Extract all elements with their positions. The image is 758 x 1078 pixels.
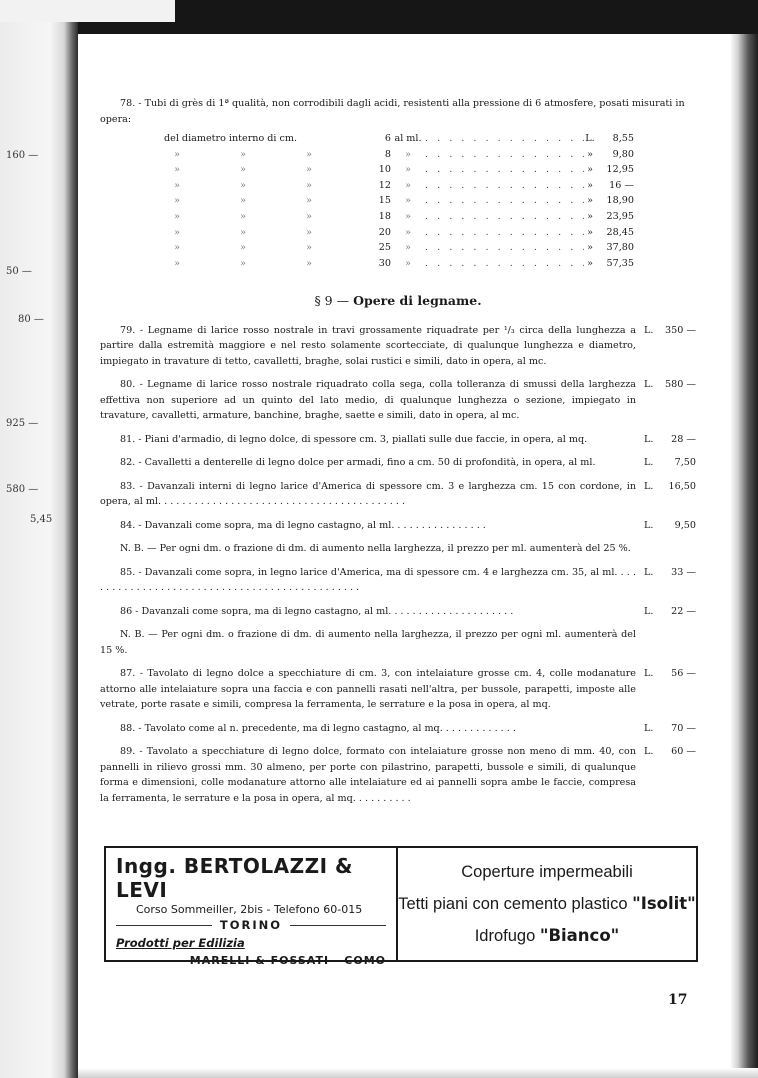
item-text: 85. - Davanzali come sopra, in legno larice d'America, ma di spessore cm. 4 e larghezza cm. 35, al ml. . . . . . . . . . . . . . . . . . . . . . . . . . . . . . . . . . . . . . . . . . . . . . . — [100, 566, 636, 594]
pipe-currency: » — [587, 257, 593, 269]
item-price: 60 — — [671, 746, 696, 758]
ditto-mark: » — [174, 226, 180, 238]
ditto-mark: » — [306, 164, 312, 176]
section-heading — [100, 293, 696, 309]
item-currency: L. — [644, 566, 654, 578]
pipe-lead: del diametro interno di cm. — [164, 133, 298, 144]
pipe-unit: al ml. — [394, 133, 422, 144]
page-number: 17 — [668, 992, 688, 1008]
ditto-mark: » — [174, 179, 180, 191]
list-item — [100, 432, 696, 448]
leader-dots — [425, 131, 584, 147]
divider — [290, 925, 386, 926]
item-price: 22 — — [671, 605, 696, 617]
item-currency: L. — [644, 324, 654, 336]
ditto-mark: » — [240, 164, 246, 176]
ditto-mark: » — [306, 148, 312, 160]
pipe-row — [164, 178, 634, 194]
item-price: 28 — — [671, 433, 696, 445]
ditto-mark: » — [174, 164, 180, 176]
ad-line-3 — [475, 926, 620, 946]
item-text: 79. - Legname di larice rosso nostrale in travi grossamente riquadrate per ¹/₃ circa della lunghezza a partire dalla estremità maggiore e nel resto solamente scortecciate, di qualunque lunghezza e diametro, impiegato in travature di tetto, cavalletti, braghe, solai rustici e simili, dato in opera, al mc. — [100, 324, 636, 367]
pipe-currency: » — [587, 242, 593, 254]
ditto-mark: » — [174, 195, 180, 207]
item-price: 16,50 — [668, 480, 696, 492]
item-78 — [100, 96, 696, 271]
item-currency: L. — [644, 605, 654, 617]
leader-dots — [425, 193, 584, 209]
pipe-currency: » — [587, 195, 593, 207]
leader-dots — [425, 147, 584, 163]
ditto-mark: » — [240, 210, 246, 222]
pipe-unit: » — [405, 179, 411, 191]
pipe-unit: » — [405, 210, 411, 222]
leader-dots — [425, 225, 584, 241]
ditto-mark: » — [306, 195, 312, 207]
item-78-intro-line1: 78. - Tubi di grès di 1ª qualità, non corrodibili dagli acidi, resistenti alla pressione di 6 atmosfere, posati — [120, 98, 629, 109]
ad-brand-bianco: "Bianco" — [539, 925, 620, 945]
leader-dots — [425, 162, 584, 178]
ditto-mark: » — [306, 210, 312, 222]
margin-note: 580 — — [6, 484, 39, 495]
list-item — [100, 479, 696, 510]
pipe-size: 20 — [378, 226, 391, 238]
ad-maker: MARELLI & FOSSATI - COMO — [189, 954, 386, 967]
ditto-mark: » — [306, 226, 312, 238]
pipe-unit: » — [405, 257, 411, 269]
pipe-size: 30 — [378, 257, 391, 269]
pipe-price: 28,45 — [606, 226, 634, 238]
section-number: § 9 — — [314, 293, 350, 309]
pipe-size: 15 — [378, 195, 391, 207]
item-currency: L. — [644, 519, 654, 531]
pipe-unit: » — [405, 226, 411, 238]
pipe-price: 9,80 — [612, 148, 634, 160]
ditto-mark: » — [174, 210, 180, 222]
leader-dots — [425, 209, 584, 225]
item-price: 9,50 — [674, 519, 696, 531]
pipe-price: 8,55 — [612, 133, 634, 144]
item-price: 580 — — [665, 379, 696, 391]
pipe-row — [164, 256, 634, 272]
item-text: 81. - Piani d'armadio, di legno dolce, di spessore cm. 3, piallati sulle due faccie, in opera, al mq. — [120, 433, 588, 445]
ad-products: Prodotti per Edilizia — [116, 936, 245, 950]
item-price: 350 — — [665, 324, 696, 336]
list-item — [100, 744, 696, 806]
item-text: 80. - Legname di larice rosso nostrale riquadrato colla sega, colla tolleranza di smussi della larghezza effettiva non superiore ad un quinto del lato medio, di qualunque lunghezza o sezione, impiegato in travature, cavalletti, armature, banchine, braghe, saette e simili, dato in opera, al mc. — [100, 379, 636, 422]
pipe-price: 16 — — [609, 179, 634, 191]
item-text: 89. - Tavolato a specchiature di legno dolce, formato con intelaiature grosse non meno di mm. 40, con pannelli in rilievo grossi mm. 30 almeno, per porte con pilastrino, parapetti, bussole e simili, di qualunque forma e dimensioni, colle modanature attorno alle intelaiature ed ai pannelli sopra ambe le faccie, compresa la ferramenta, le serrature e la posa in opera, al mq. . . . . . . . . . — [100, 746, 636, 804]
pipe-currency: L. — [585, 133, 595, 144]
pipe-size: 10 — [378, 164, 391, 176]
nota-bene: N. B. — Per ogni dm. o frazione di dm. di aumento nella larghezza, il prezzo per ogni ml. aumenterà del 15 %. — [100, 629, 636, 656]
pipe-currency: » — [587, 164, 593, 176]
leader-dots — [425, 256, 584, 272]
margin-note: 50 — — [6, 266, 32, 277]
ad-line-1: Coperture impermeabili — [461, 862, 633, 881]
item-currency: L. — [644, 457, 654, 469]
nota-bene: N. B. — Per ogni dm. o frazione di dm. di aumento nella larghezza, il prezzo per ml. aumenterà del 25 %. — [120, 543, 631, 555]
pipe-currency: » — [587, 210, 593, 222]
divider — [116, 925, 212, 926]
ad-city-row — [116, 918, 386, 932]
pipe-row — [164, 162, 634, 178]
ditto-mark: » — [240, 179, 246, 191]
pipe-price: 18,90 — [606, 195, 634, 207]
ad-address: Corso Sommeiller, 2bis - Telefono 60-015 — [136, 903, 363, 916]
list-item — [100, 323, 696, 370]
pipe-size: 6 — [384, 133, 391, 144]
item-currency: L. — [644, 379, 654, 391]
pipe-row — [164, 131, 634, 147]
pipe-unit: » — [405, 242, 411, 254]
ad-left-panel — [106, 848, 398, 967]
ditto-mark: » — [240, 195, 246, 207]
item-price: 33 — — [671, 566, 696, 578]
pipe-currency: » — [587, 179, 593, 191]
ditto-mark: » — [306, 242, 312, 254]
margin-note: 160 — — [6, 150, 39, 161]
ad-company-name: Ingg. BERTOLAZZI & LEVI — [116, 854, 353, 902]
item-text: 87. - Tavolato di legno dolce a specchiature di cm. 3, con intelaiature grosse cm. 4, colle modanature attorno alle intelaiature sopra una faccia e con pannelli rasati nell'altra, per bussole, parapetti, imposte alle vetrate, porte rasate e simili, compresa la ferramenta, le serrature e la posa in opera, al mq. — [100, 668, 636, 711]
pipe-row — [164, 147, 634, 163]
pipe-row — [164, 209, 634, 225]
pipe-unit: » — [405, 148, 411, 160]
pipe-row — [164, 193, 634, 209]
pipe-price: 12,95 — [606, 164, 634, 176]
list-item — [100, 565, 696, 596]
ad-brand-isolit: "Isolit" — [632, 893, 696, 913]
list-item — [100, 721, 696, 737]
item-currency: L. — [644, 746, 654, 758]
pipe-currency: » — [587, 148, 593, 160]
ad-line-2 — [398, 894, 696, 914]
pipe-row — [164, 240, 634, 256]
list-item — [100, 518, 696, 534]
item-currency: L. — [644, 668, 654, 680]
pipe-currency: » — [587, 226, 593, 238]
scan-edge-bottom — [78, 1068, 758, 1078]
pipe-price: 23,95 — [606, 210, 634, 222]
ad-right-panel — [398, 848, 696, 960]
ditto-mark: » — [174, 257, 180, 269]
pipe-size: 8 — [384, 148, 391, 160]
scan-edge-right — [730, 34, 758, 1078]
item-currency: L. — [644, 722, 654, 734]
item-text: 82. - Cavalletti a denterelle di legno dolce per armadi, fino a cm. 50 di profondità, in opera, al ml. — [120, 457, 596, 469]
ditto-mark: » — [306, 179, 312, 191]
item-price: 56 — — [671, 668, 696, 680]
ditto-mark: » — [240, 148, 246, 160]
item-currency: L. — [644, 433, 654, 445]
margin-note: 80 — — [18, 314, 44, 325]
pipe-price-table — [164, 131, 634, 271]
item-text: 88. - Tavolato come al n. precedente, ma di legno castagno, al mq. . . . . . . . . . . . . — [120, 722, 516, 734]
item-price: 7,50 — [674, 457, 696, 469]
advertisement-box — [104, 846, 698, 967]
leader-dots — [425, 178, 584, 194]
list-item — [100, 455, 696, 471]
item-text: 84. - Davanzali come sopra, ma di legno castagno, al ml. . . . . . . . . . . . . . . . — [120, 519, 486, 531]
list-item — [100, 604, 696, 620]
pipe-row — [164, 225, 634, 241]
ditto-mark: » — [240, 257, 246, 269]
ditto-mark: » — [240, 226, 246, 238]
margin-note: 5,45 — [30, 514, 53, 525]
item-text: 83. - Davanzali interni di legno larice d'America di spessore cm. 3 e larghezza cm. 15 con cordone, in opera, al ml. . . . . . . . . . . . . . . . . . . . . . . . . . . . . . . . . . . . . . . . . — [100, 480, 636, 508]
pipe-unit: » — [405, 164, 411, 176]
ditto-mark: » — [174, 148, 180, 160]
ad-line-2-text: Tetti piani con cemento plastico — [398, 894, 633, 913]
scan-edge-top-light — [0, 0, 175, 22]
margin-note: 925 — — [6, 418, 39, 429]
ditto-mark: » — [240, 242, 246, 254]
pipe-size: 12 — [378, 179, 391, 191]
item-text: 86 - Davanzali come sopra, ma di legno castagno, al ml. . . . . . . . . . . . . . . . . . . . . — [120, 605, 514, 617]
pipe-size: 18 — [378, 210, 391, 222]
item-78-intro-line2: misurati in opera: — [100, 98, 685, 125]
list-item — [100, 377, 696, 424]
scan-edge-left — [0, 22, 78, 1078]
leader-dots — [425, 240, 584, 256]
document-page — [100, 96, 696, 814]
pipe-price: 37,80 — [606, 242, 634, 254]
item-currency: L. — [644, 480, 654, 492]
item-78-intro — [100, 96, 696, 127]
pipe-size: 25 — [378, 242, 391, 254]
ad-city: TORINO — [219, 918, 283, 932]
pipe-price: 57,35 — [606, 257, 634, 269]
ditto-mark: » — [174, 242, 180, 254]
ad-line-3-text: Idrofugo — [474, 926, 540, 945]
item-price: 70 — — [671, 722, 696, 734]
section-title: Opere di legname. — [353, 293, 482, 309]
ditto-mark: » — [306, 257, 312, 269]
pipe-unit: » — [405, 195, 411, 207]
list-item — [100, 666, 696, 713]
